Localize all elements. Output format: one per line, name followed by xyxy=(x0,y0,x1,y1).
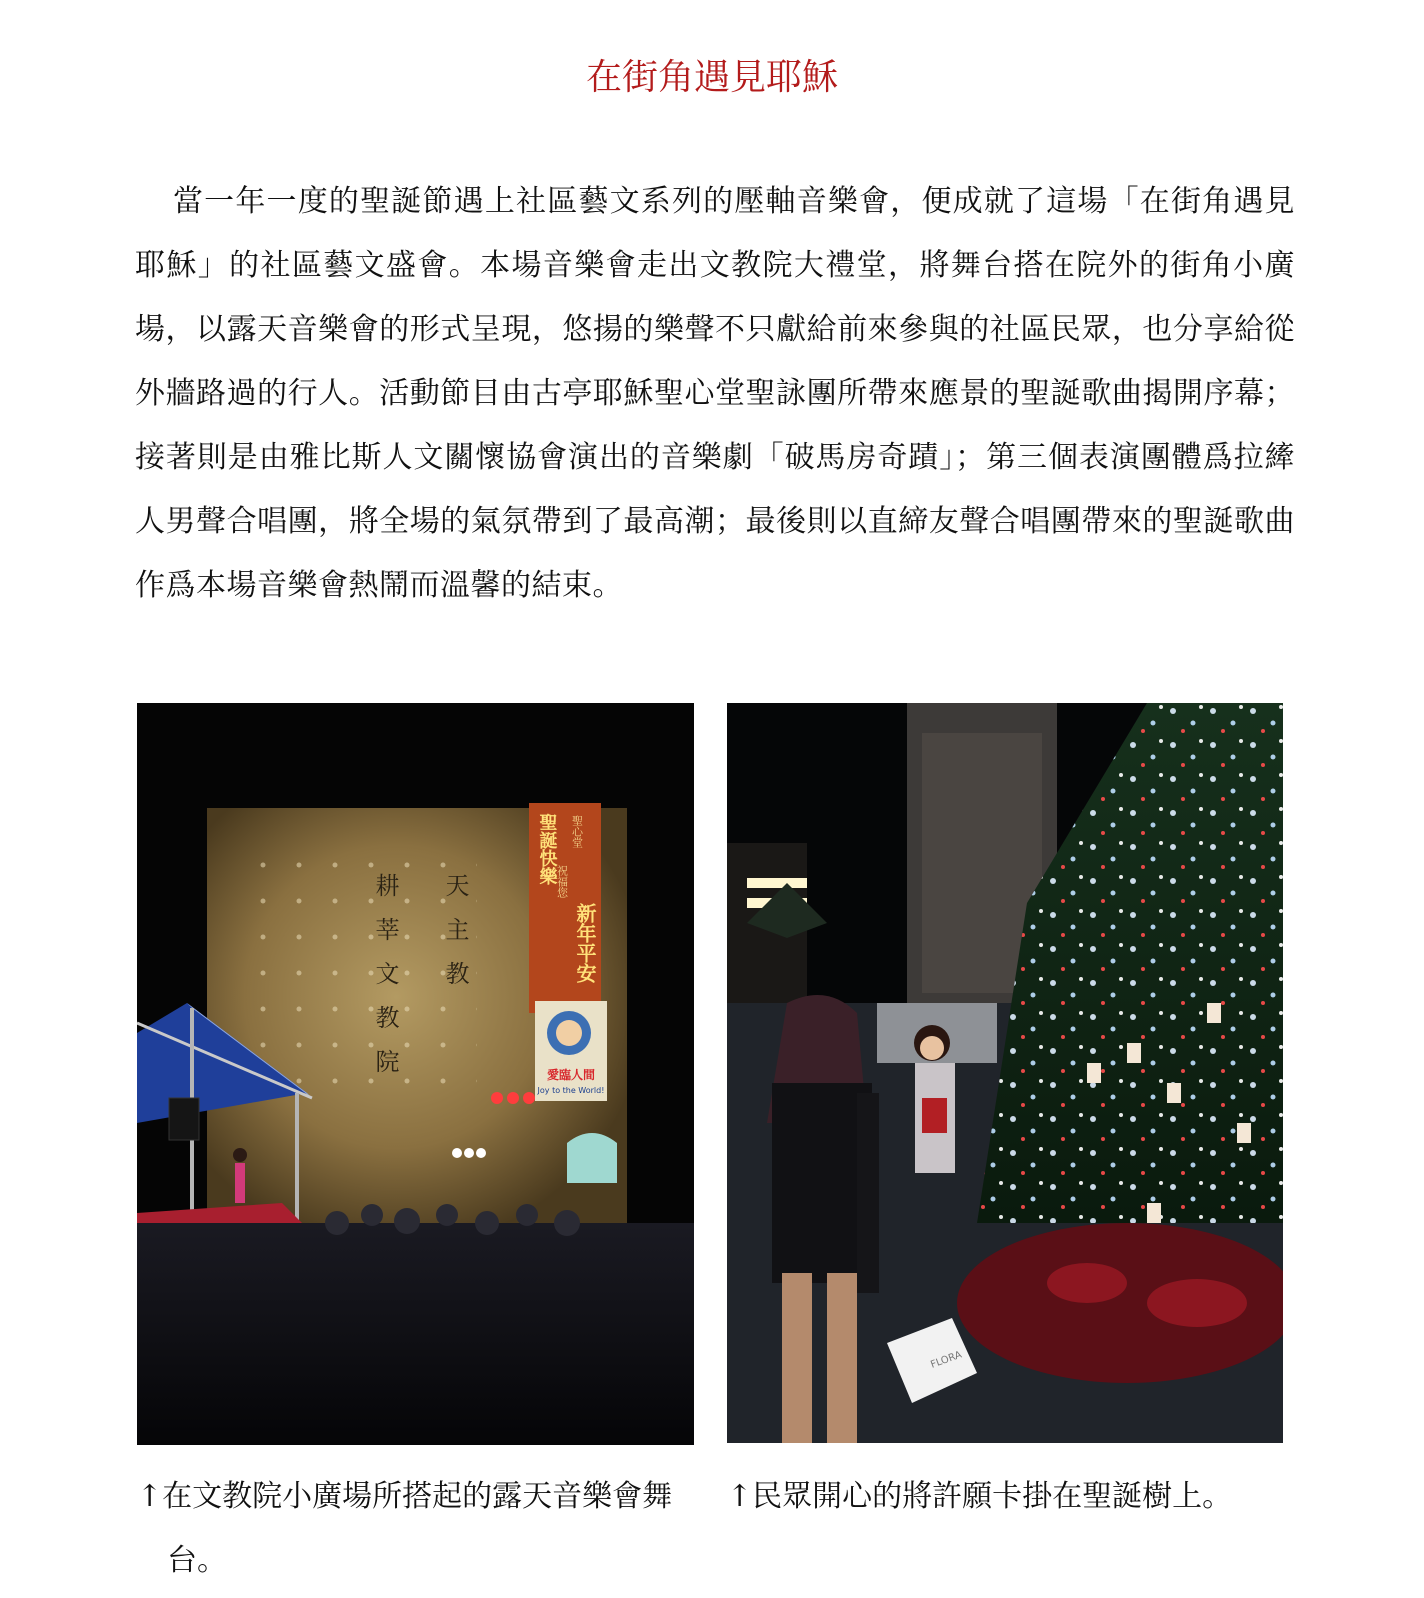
caption-left: ↑在文教院小廣場所搭起的露天音樂會舞台。 xyxy=(137,1479,673,1578)
banner-main: 聖誕快樂 xyxy=(536,813,558,885)
wall-text-col1: 天主教 xyxy=(441,873,469,1005)
wall-text-col2: 耕莘文教院 xyxy=(371,873,399,1093)
article-paragraph: 當一年一度的聖誕節遇上社區藝文系列的壓軸音樂會，便成就了這場「在街角遇見耶穌」的社區藝文盛會。本場音樂會走出文教院大禮堂，將舞台搭在院外的街角小廣場，以露天音樂會的形式呈現，悠揚的樂聲不只獻給前來參與的社區民眾，也分享給從外牆路過的行人。活動節目由古亭耶穌聖心堂聖詠團所帶來應景的聖誕歌曲揭開序幕；接著則是由雅比斯人文關懷協會演出的音樂劇「破馬房奇蹟」；第三個表演團體爲拉縴人男聲合唱團，將全場的氣氛帶到了最高潮；最後則以直締友聲合唱團帶來的聖誕歌曲作爲本場音樂會熱鬧而溫馨的結束。 xyxy=(135,184,1295,603)
banner-sub: 新年平安 xyxy=(573,903,597,983)
page-title: 在街角遇見耶穌 xyxy=(585,57,838,98)
audience xyxy=(137,1223,694,1445)
caption-right: ↑民眾開心的將許願卡掛在聖誕樹上。 xyxy=(727,1479,1233,1514)
photo-outdoor-stage-image xyxy=(137,703,694,1445)
photo-outdoor-stage xyxy=(137,703,694,1445)
photo-christmas-tree xyxy=(727,703,1283,1443)
performer xyxy=(235,1163,245,1203)
poster-sub: Joy to the World! xyxy=(537,1086,605,1095)
speaker xyxy=(169,1098,199,1140)
poster-text: 愛臨人間 xyxy=(546,1068,596,1082)
photo-christmas-tree-image xyxy=(727,703,1283,1443)
bag-text: FLORA xyxy=(929,1349,964,1371)
banner-small-1: 聖心堂 xyxy=(570,815,584,848)
banner-small-2: 祝福您 xyxy=(555,865,569,898)
